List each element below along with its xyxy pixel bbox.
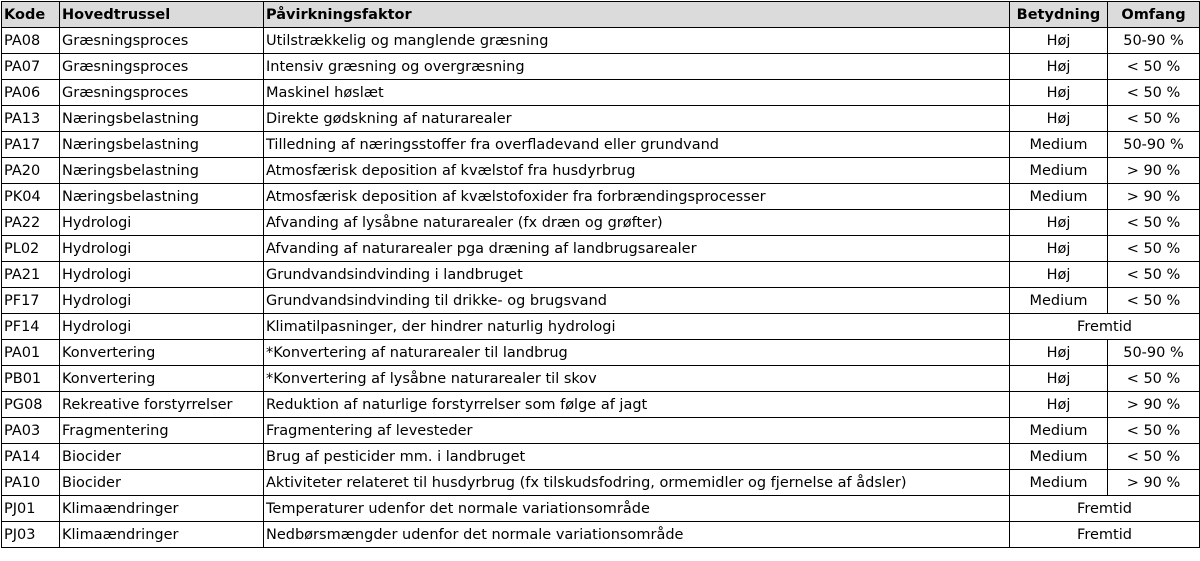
- cell-hovedtrussel: Næringsbelastning: [60, 132, 264, 158]
- cell-faktor: Aktiviteter relateret til husdyrbrug (fx tilskudsfodring, ormemidler og fjernelse af ådsler): [264, 470, 1010, 496]
- cell-faktor: Fragmentering af levesteder: [264, 418, 1010, 444]
- cell-hovedtrussel: Rekreative forstyrrelser: [60, 392, 264, 418]
- cell-faktor: Reduktion af naturlige forstyrrelser som følge af jagt: [264, 392, 1010, 418]
- table-row: [2, 444, 1200, 470]
- cell-hovedtrussel: Hydrologi: [60, 288, 264, 314]
- cell-omfang: 50-90 %: [1108, 132, 1200, 158]
- cell-omfang: < 50 %: [1108, 80, 1200, 106]
- cell-hovedtrussel: Næringsbelastning: [60, 184, 264, 210]
- cell-faktor: Maskinel høslæt: [264, 80, 1010, 106]
- cell-omfang: < 50 %: [1108, 262, 1200, 288]
- table-row: [2, 522, 1200, 548]
- cell-betydning: Høj: [1010, 106, 1108, 132]
- table-row: [2, 80, 1200, 106]
- cell-betydning: Medium: [1010, 184, 1108, 210]
- table-row: [2, 132, 1200, 158]
- cell-hovedtrussel: Græsningsproces: [60, 80, 264, 106]
- table-row: [2, 496, 1200, 522]
- header-row: [2, 2, 1200, 28]
- cell-omfang: > 90 %: [1108, 392, 1200, 418]
- cell-faktor: Tilledning af næringsstoffer fra overfladevand eller grundvand: [264, 132, 1010, 158]
- cell-faktor: Atmosfærisk deposition af kvælstof fra husdyrbrug: [264, 158, 1010, 184]
- cell-omfang: > 90 %: [1108, 158, 1200, 184]
- cell-omfang: < 50 %: [1108, 366, 1200, 392]
- table-row: [2, 184, 1200, 210]
- cell-hovedtrussel: Græsningsproces: [60, 28, 264, 54]
- cell-kode: PF14: [2, 314, 60, 340]
- cell-kode: PA06: [2, 80, 60, 106]
- cell-faktor: Grundvandsindvinding i landbruget: [264, 262, 1010, 288]
- table-row: [2, 28, 1200, 54]
- cell-hovedtrussel: Græsningsproces: [60, 54, 264, 80]
- cell-kode: PB01: [2, 366, 60, 392]
- cell-betydning: Medium: [1010, 418, 1108, 444]
- cell-faktor: Utilstrækkelig og manglende græsning: [264, 28, 1010, 54]
- cell-faktor: Direkte gødskning af naturarealer: [264, 106, 1010, 132]
- cell-omfang: < 50 %: [1108, 106, 1200, 132]
- cell-betydning: Høj: [1010, 210, 1108, 236]
- cell-betydning: Medium: [1010, 470, 1108, 496]
- cell-omfang: 50-90 %: [1108, 340, 1200, 366]
- cell-omfang: < 50 %: [1108, 210, 1200, 236]
- cell-betydning: Høj: [1010, 28, 1108, 54]
- table-row: [2, 106, 1200, 132]
- cell-kode: PJ01: [2, 496, 60, 522]
- table-row: [2, 158, 1200, 184]
- cell-hovedtrussel: Hydrologi: [60, 210, 264, 236]
- cell-omfang: > 90 %: [1108, 470, 1200, 496]
- cell-hovedtrussel: Næringsbelastning: [60, 158, 264, 184]
- cell-betydning: Høj: [1010, 340, 1108, 366]
- cell-hovedtrussel: Hydrologi: [60, 314, 264, 340]
- cell-kode: PA20: [2, 158, 60, 184]
- cell-kode: PL02: [2, 236, 60, 262]
- threats-table: [1, 1, 1200, 548]
- cell-kode: PA22: [2, 210, 60, 236]
- table-row: [2, 392, 1200, 418]
- cell-merged: Fremtid: [1010, 522, 1200, 548]
- header-betydning: Betydning: [1010, 2, 1108, 28]
- table-row: [2, 366, 1200, 392]
- cell-kode: PA14: [2, 444, 60, 470]
- cell-hovedtrussel: Hydrologi: [60, 236, 264, 262]
- cell-kode: PA07: [2, 54, 60, 80]
- header-faktor: Påvirkningsfaktor: [264, 2, 1010, 28]
- table-row: [2, 314, 1200, 340]
- cell-faktor: *Konvertering af naturarealer til landbrug: [264, 340, 1010, 366]
- cell-hovedtrussel: Konvertering: [60, 340, 264, 366]
- cell-omfang: < 50 %: [1108, 444, 1200, 470]
- table-row: [2, 470, 1200, 496]
- cell-betydning: Høj: [1010, 54, 1108, 80]
- cell-hovedtrussel: Biocider: [60, 444, 264, 470]
- header-hovedtrussel: Hovedtrussel: [60, 2, 264, 28]
- cell-omfang: < 50 %: [1108, 236, 1200, 262]
- cell-faktor: Nedbørsmængder udenfor det normale variationsområde: [264, 522, 1010, 548]
- cell-omfang: 50-90 %: [1108, 28, 1200, 54]
- cell-betydning: Medium: [1010, 288, 1108, 314]
- cell-kode: PA17: [2, 132, 60, 158]
- table-row: [2, 236, 1200, 262]
- cell-faktor: Afvanding af lysåbne naturarealer (fx dræn og grøfter): [264, 210, 1010, 236]
- cell-hovedtrussel: Næringsbelastning: [60, 106, 264, 132]
- header-omfang: Omfang: [1108, 2, 1200, 28]
- table-row: [2, 210, 1200, 236]
- cell-omfang: < 50 %: [1108, 418, 1200, 444]
- cell-kode: PF17: [2, 288, 60, 314]
- cell-betydning: Medium: [1010, 158, 1108, 184]
- table-row: [2, 340, 1200, 366]
- cell-kode: PA01: [2, 340, 60, 366]
- cell-kode: PA08: [2, 28, 60, 54]
- cell-betydning: Høj: [1010, 366, 1108, 392]
- cell-faktor: Atmosfærisk deposition af kvælstofoxider fra forbrændingsprocesser: [264, 184, 1010, 210]
- cell-hovedtrussel: Biocider: [60, 470, 264, 496]
- cell-hovedtrussel: Klimaændringer: [60, 496, 264, 522]
- cell-betydning: Høj: [1010, 236, 1108, 262]
- cell-faktor: *Konvertering af lysåbne naturarealer til skov: [264, 366, 1010, 392]
- cell-kode: PJ03: [2, 522, 60, 548]
- cell-betydning: Medium: [1010, 132, 1108, 158]
- cell-omfang: > 90 %: [1108, 184, 1200, 210]
- cell-faktor: Klimatilpasninger, der hindrer naturlig hydrologi: [264, 314, 1010, 340]
- cell-betydning: Høj: [1010, 262, 1108, 288]
- cell-omfang: < 50 %: [1108, 288, 1200, 314]
- header-kode: Kode: [2, 2, 60, 28]
- cell-hovedtrussel: Fragmentering: [60, 418, 264, 444]
- cell-faktor: Temperaturer udenfor det normale variationsområde: [264, 496, 1010, 522]
- cell-faktor: Brug af pesticider mm. i landbruget: [264, 444, 1010, 470]
- table-row: [2, 262, 1200, 288]
- cell-betydning: Høj: [1010, 392, 1108, 418]
- cell-hovedtrussel: Klimaændringer: [60, 522, 264, 548]
- cell-kode: PG08: [2, 392, 60, 418]
- cell-omfang: < 50 %: [1108, 54, 1200, 80]
- cell-kode: PA03: [2, 418, 60, 444]
- table-row: [2, 418, 1200, 444]
- cell-hovedtrussel: Konvertering: [60, 366, 264, 392]
- cell-faktor: Afvanding af naturarealer pga dræning af landbrugsarealer: [264, 236, 1010, 262]
- cell-kode: PA21: [2, 262, 60, 288]
- cell-kode: PA13: [2, 106, 60, 132]
- table-body: [2, 28, 1200, 548]
- cell-faktor: Grundvandsindvinding til drikke- og brugsvand: [264, 288, 1010, 314]
- cell-merged: Fremtid: [1010, 496, 1200, 522]
- table-row: [2, 54, 1200, 80]
- cell-faktor: Intensiv græsning og overgræsning: [264, 54, 1010, 80]
- cell-betydning: Høj: [1010, 80, 1108, 106]
- cell-betydning: Medium: [1010, 444, 1108, 470]
- cell-hovedtrussel: Hydrologi: [60, 262, 264, 288]
- table-row: [2, 288, 1200, 314]
- cell-kode: PA10: [2, 470, 60, 496]
- cell-kode: PK04: [2, 184, 60, 210]
- cell-merged: Fremtid: [1010, 314, 1200, 340]
